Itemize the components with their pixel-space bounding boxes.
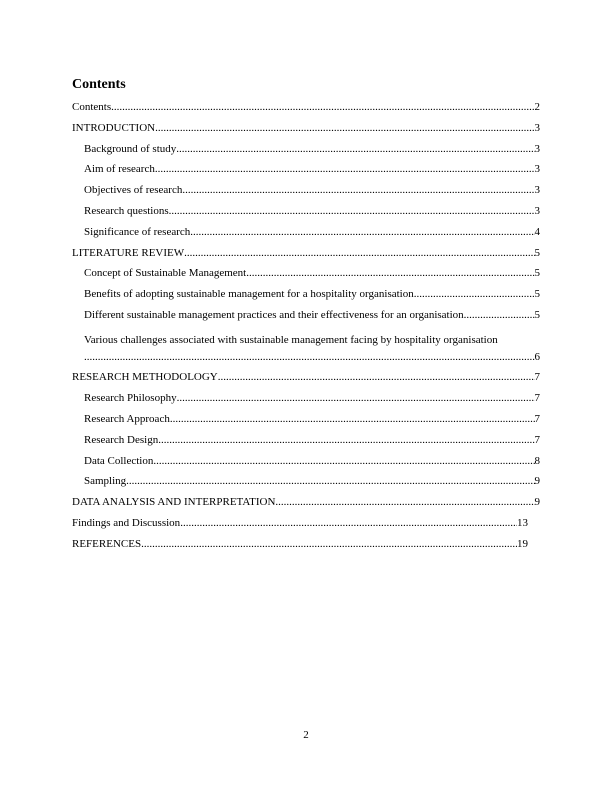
toc-label: Different sustainable management practices and their effectiveness for an organisation xyxy=(84,308,464,321)
toc-page: 3 xyxy=(534,163,540,176)
toc-leader xyxy=(246,267,534,279)
toc-page: 5 xyxy=(534,246,540,259)
toc-entry-literature-review[interactable] xyxy=(72,247,540,268)
toc-entry-benefits[interactable] xyxy=(72,288,540,309)
toc-page: 5 xyxy=(534,267,540,280)
toc-page: 7 xyxy=(534,412,540,425)
toc-leader xyxy=(126,475,534,487)
toc-page: 7 xyxy=(534,371,540,384)
toc-page: 5 xyxy=(534,288,540,301)
toc-leader xyxy=(184,247,534,259)
toc-page: 3 xyxy=(534,204,540,217)
toc-label: Contents xyxy=(72,101,112,113)
toc-page: 7 xyxy=(534,433,540,446)
toc-leader xyxy=(158,434,534,446)
toc-entry-philosophy[interactable] xyxy=(72,392,540,413)
toc-leader xyxy=(155,122,534,134)
toc-entry-background[interactable] xyxy=(72,143,540,164)
toc-label: Research Design xyxy=(84,433,159,446)
toc-entry-objectives[interactable] xyxy=(72,184,540,205)
toc-entry-significance[interactable] xyxy=(72,226,540,247)
toc-entry-sampling[interactable] xyxy=(72,475,540,496)
toc-leader xyxy=(111,101,534,113)
toc-leader xyxy=(141,538,517,550)
page-number: 2 xyxy=(303,729,309,741)
toc-entry-introduction[interactable] xyxy=(72,122,540,143)
toc-label: RESEARCH METHODOLOGY xyxy=(72,371,218,384)
toc-leader xyxy=(177,392,535,404)
toc-page: 13 xyxy=(517,516,528,529)
toc-label: Research Philosophy xyxy=(84,392,177,405)
toc-entry-data-analysis[interactable] xyxy=(72,496,540,517)
toc-leader xyxy=(176,143,534,155)
toc-leader xyxy=(464,309,535,321)
toc-label: Research questions xyxy=(84,204,169,217)
toc-label: Sampling xyxy=(84,475,127,488)
toc-entry-approach[interactable] xyxy=(72,413,540,434)
toc-entry-contents[interactable] xyxy=(72,101,540,122)
toc-leader xyxy=(275,496,534,508)
toc-entry-practices[interactable] xyxy=(72,309,540,330)
toc-page: 5 xyxy=(534,308,540,321)
toc-label: Research Approach xyxy=(84,412,170,425)
toc-label: LITERATURE REVIEW xyxy=(72,246,185,259)
toc-entry-research-methodology[interactable] xyxy=(72,371,540,392)
toc-leader xyxy=(153,455,534,467)
toc-page: 9 xyxy=(534,475,540,488)
toc-label: DATA ANALYSIS AND INTERPRETATION xyxy=(72,496,276,509)
toc-label: Background of study xyxy=(84,142,177,155)
toc-label: Objectives of research xyxy=(84,184,183,197)
toc-leader xyxy=(170,413,535,425)
toc-page: 4 xyxy=(534,225,540,238)
toc-entry-findings[interactable] xyxy=(72,517,528,538)
toc-entry-design[interactable] xyxy=(72,434,540,455)
toc-label: INTRODUCTION xyxy=(72,121,156,134)
toc-page: 6 xyxy=(534,350,540,363)
toc-entry-references[interactable] xyxy=(72,538,528,559)
contents-heading: Contents xyxy=(72,77,126,92)
toc-label: Benefits of adopting sustainable management for a hospitality organisation xyxy=(84,288,414,301)
toc-leader xyxy=(84,351,535,363)
toc-entry-concept[interactable] xyxy=(72,267,540,288)
table-of-contents xyxy=(72,101,540,559)
toc-label: Concept of Sustainable Management xyxy=(84,267,247,280)
toc-leader xyxy=(155,163,535,175)
toc-page: 7 xyxy=(534,392,540,405)
toc-label: REFERENCES xyxy=(72,537,142,550)
toc-label: Data Collection xyxy=(84,454,154,467)
toc-label: Aim of research xyxy=(84,163,155,176)
toc-entry-challenges[interactable] xyxy=(72,330,540,372)
toc-label: Findings and Discussion xyxy=(72,516,181,529)
toc-leader xyxy=(190,226,534,238)
toc-label: Significance of research xyxy=(84,225,191,238)
toc-leader xyxy=(414,288,535,300)
toc-entry-aim[interactable] xyxy=(72,163,540,184)
toc-leader xyxy=(218,371,535,383)
toc-label: Various challenges associated with sustainable management facing by hospitality organisation xyxy=(84,333,498,346)
toc-entry-research-questions[interactable] xyxy=(72,205,540,226)
toc-page: 9 xyxy=(534,496,540,509)
toc-leader xyxy=(182,184,534,196)
toc-entry-data-collection[interactable] xyxy=(72,455,540,476)
toc-page: 8 xyxy=(534,454,540,467)
toc-page: 3 xyxy=(534,142,540,155)
toc-page: 3 xyxy=(534,184,540,197)
toc-page: 3 xyxy=(534,121,540,134)
toc-page: 2 xyxy=(534,101,540,113)
toc-leader xyxy=(169,205,535,217)
toc-page: 19 xyxy=(517,537,528,550)
toc-leader xyxy=(180,517,517,529)
